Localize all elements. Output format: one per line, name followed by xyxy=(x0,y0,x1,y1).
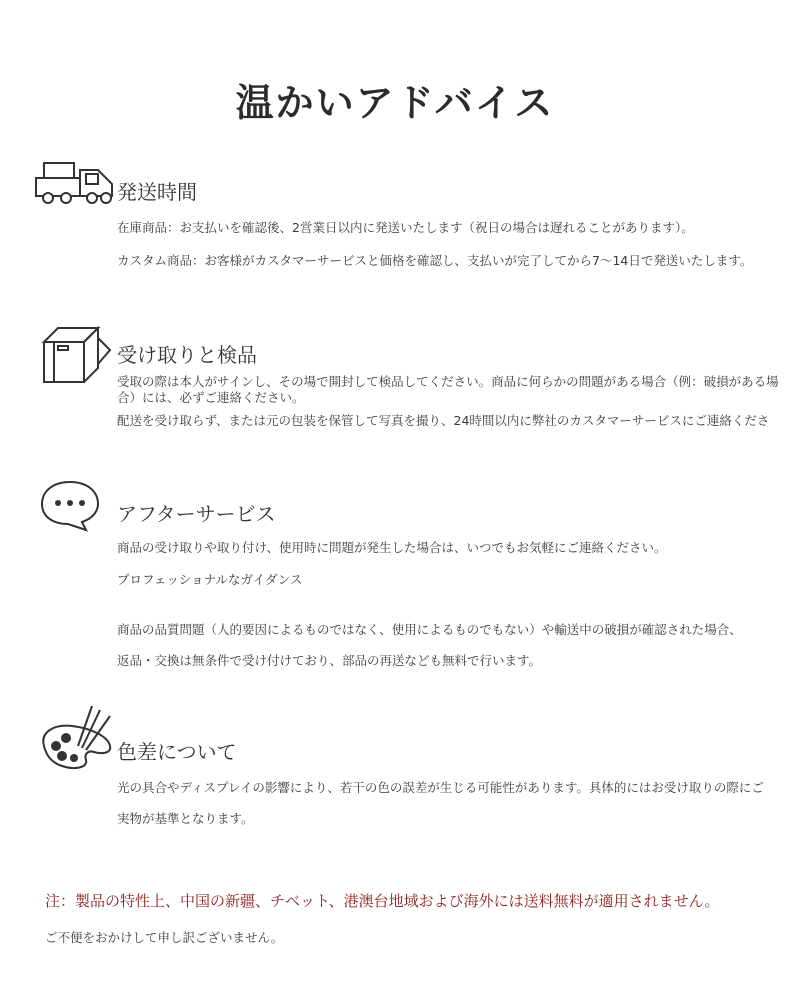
chat-bubble-icon xyxy=(38,478,104,534)
page-title: 温かいアドバイス xyxy=(235,81,555,125)
after-service-line-3: 商品の品質問題（人的要因によるものではなく、使用によるものでもない）や輸送中の破損が確認された場合、 xyxy=(117,622,742,637)
section-heading-color: 色差について xyxy=(117,740,237,764)
section-heading-after-service: アフターサービス xyxy=(117,502,276,526)
receiving-line-2: 合）には、必ずご連絡ください。 xyxy=(117,390,305,405)
after-service-line-4: 返品・交換は無条件で受け付けており、部品の再送なども無料で行います。 xyxy=(117,653,542,668)
palette-icon xyxy=(38,702,118,772)
shipping-line-2: カスタム商品：お客様がカスタマーサービスと価格を確認し、支払いが完了してから7〜14日で発送いたします。 xyxy=(117,253,753,268)
box-icon xyxy=(40,324,112,386)
section-heading-receiving: 受け取りと検品 xyxy=(117,343,257,367)
shipping-line-1: 在庫商品：お支払いを確認後、2営業日以内に発送いたします（祝日の場合は遅れることがあります）。 xyxy=(117,220,694,235)
after-service-line-2: プロフェッショナルなガイダンス xyxy=(117,572,303,587)
apology-note: ご不便をおかけして申し訳ございません。 xyxy=(45,930,284,945)
color-line-2: 実物が基準となります。 xyxy=(117,811,254,826)
truck-icon xyxy=(34,160,118,206)
section-heading-shipping: 発送時間 xyxy=(117,180,197,204)
shipping-warning-note: 注：製品の特性上、中国の新疆、チベット、港澳台地域および海外には送料無料が適用されません。 xyxy=(45,892,720,910)
receiving-line-3: 配送を受け取らず、または元の包装を保管して写真を撮り、24時間以内に弊社のカスタマーサービスにご連絡くださ xyxy=(117,413,770,428)
after-service-line-1: 商品の受け取りや取り付け、使用時に問題が発生した場合は、いつでもお気軽にご連絡ください。 xyxy=(117,540,667,555)
receiving-line-1: 受取の際は本人がサインし、その場で開封して検品してください。商品に何らかの問題がある場合（例：破損がある場 xyxy=(117,374,779,389)
color-line-1: 光の具合やディスプレイの影響により、若干の色の誤差が生じる可能性があります。具体的にはお受け取りの際にご xyxy=(117,780,764,795)
